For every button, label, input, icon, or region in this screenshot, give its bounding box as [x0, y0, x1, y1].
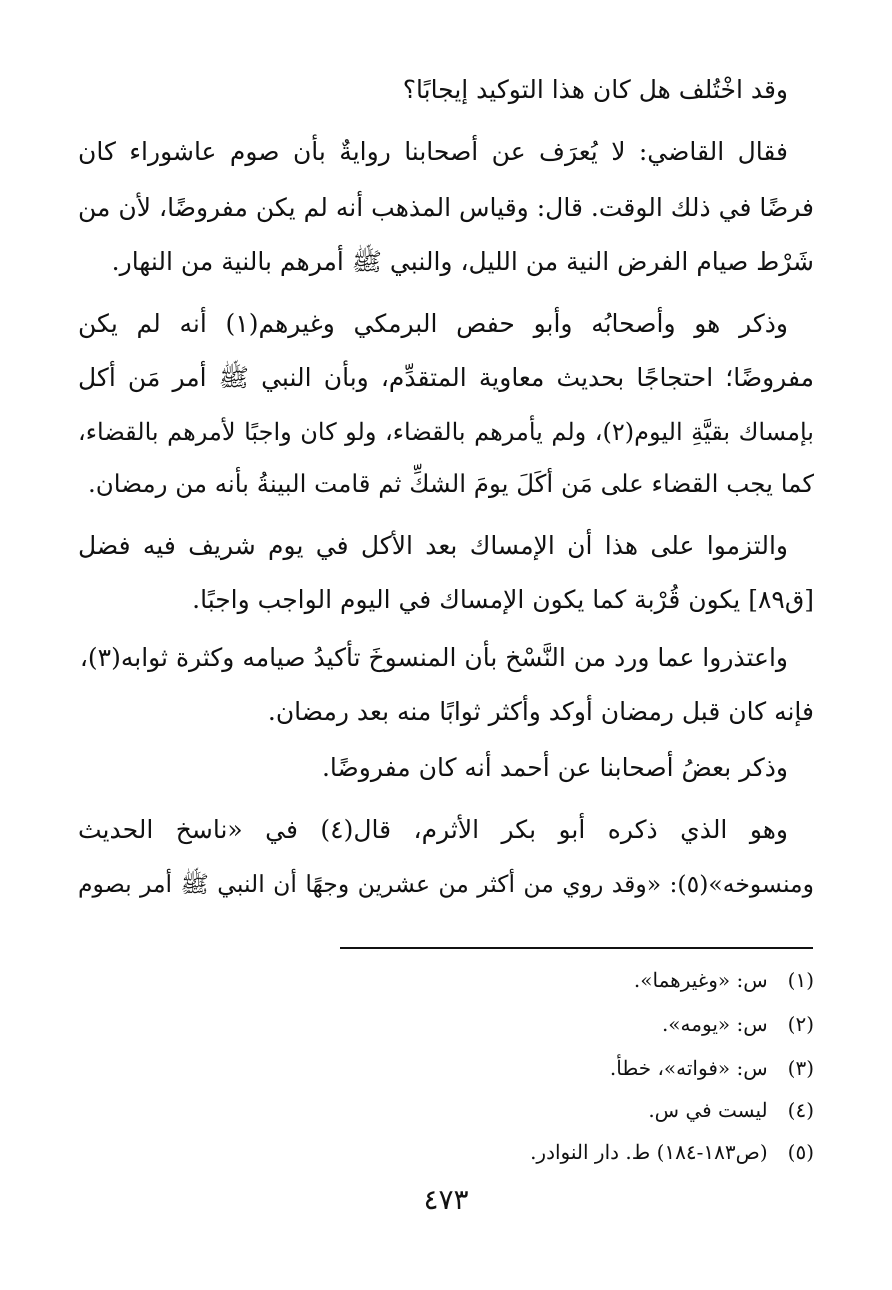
footnote-text: س: «وغيرهما».	[633, 968, 768, 992]
footnote-number: (٤)	[787, 1098, 814, 1122]
body-line: وهو الذي ذكره أبو بكر الأثرم، قال(٤) في «ناسخ الحديث	[78, 815, 788, 844]
footnote	[78, 1004, 814, 1044]
body-line: بإمساك بقيَّةِ اليوم(٢)، ولم يأمرهم بالقضاء، ولو كان واجبًا لأمرهم بالقضاء،	[78, 418, 814, 446]
body-line: كما يجب القضاء على مَن أكَلَ يومَ الشكِّ ثم قامت البينةُ بأنه من رمضان.	[87, 469, 814, 498]
footnote-number: (٣)	[787, 1056, 814, 1080]
body-line: فقال القاضي: لا يُعرَف عن أصحابنا روايةٌ بأن صوم عاشوراء كان	[78, 137, 788, 166]
footnote-number: (٥)	[787, 1140, 814, 1164]
footnote	[78, 1132, 814, 1172]
body-line: وذكر بعضُ أصحابنا عن أحمد أنه كان مفروضًا.	[321, 753, 788, 782]
footnote	[78, 1048, 814, 1088]
body-line: والتزموا على هذا أن الإمساك بعد الأكل في يوم شريف فيه فضل	[78, 531, 788, 560]
body-line: وذكر هو وأصحابُه وأبو حفص البرمكي وغيرهم(١) أنه لم يكن	[78, 309, 788, 338]
body-line: فرضًا في ذلك الوقت. قال: وقياس المذهب أنه لم يكن مفروضًا، لأن من	[78, 193, 814, 222]
body-line: واعتذروا عما ورد من النَّسْخ بأن المنسوخَ تأكيدُ صيامه وكثرة ثوابه(٣)،	[79, 643, 788, 672]
body-line: ومنسوخه»(٥): «وقد روي من أكثر من عشرين وجهًا أن النبي ﷺ أمر بصوم	[78, 870, 814, 898]
footnote-number: (١)	[787, 968, 814, 992]
footnote-text: (ص١٨٣-١٨٤) ط. دار النوادر.	[530, 1140, 768, 1164]
body-line: مفروضًا؛ احتجاجًا بحديث معاوية المتقدِّم، وبأن النبي ﷺ أمر مَن أكل	[78, 363, 814, 392]
footnote-text: ليست في س.	[648, 1098, 768, 1122]
footnote-text: س: «يومه».	[661, 1012, 768, 1036]
body-line: وقد اخْتُلف هل كان هذا التوكيد إيجابًا؟	[402, 75, 788, 104]
footnote-number: (٢)	[787, 1012, 814, 1036]
body-line: [ق٨٩] يكون قُرْبة كما يكون الإمساك في اليوم الواجب واجبًا.	[192, 585, 814, 614]
page-number: ٤٧٣	[423, 1183, 469, 1216]
footnote-separator	[340, 947, 813, 949]
body-line: فإنه كان قبل رمضان أوكد وأكثر ثوابًا منه بعد رمضان.	[267, 697, 814, 726]
body-line: شَرْط صيام الفرض النية من الليل، والنبي ﷺ أمرهم بالنية من النهار.	[111, 247, 814, 276]
footnote-text: س: «فواته»، خطأ.	[609, 1056, 768, 1080]
footnote	[78, 1090, 814, 1130]
footnote	[78, 960, 814, 1000]
